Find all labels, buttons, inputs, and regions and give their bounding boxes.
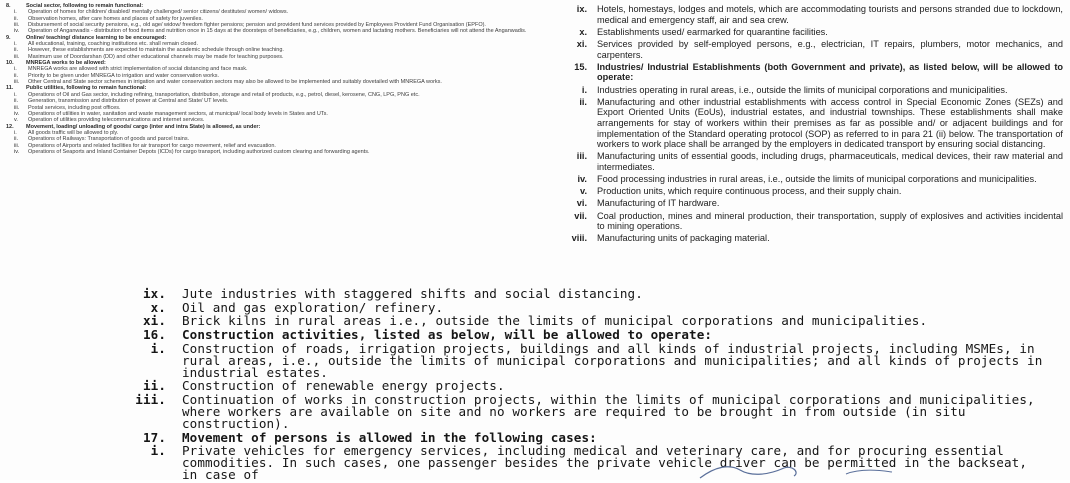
item-text: Operations of utilities in water, sanitation and waste management sectors, at municipal/ local body levels in States and UTs.	[28, 110, 328, 117]
list-item	[6, 149, 554, 155]
item-number: iii.	[14, 53, 20, 60]
list-item	[104, 394, 1044, 430]
item-number: iii.	[14, 104, 20, 111]
item-number: iv.	[577, 174, 587, 185]
item-number: vii.	[574, 210, 587, 221]
item-text: Oil and gas exploration/ refinery.	[182, 299, 444, 315]
section-heading: Industries/ Industrial Establishments (both Government and private), as listed below, will be allowed to operate:	[597, 61, 1063, 83]
item-number: ix.	[576, 4, 587, 14]
item-number: ii.	[579, 96, 587, 107]
item-number: iv.	[14, 28, 20, 35]
section-heading: Online/ teaching/ distance learning to be encouraged:	[26, 34, 167, 41]
list-item	[563, 198, 1063, 209]
item-text: Manufacturing units of packaging material.	[597, 233, 770, 244]
item-number: i.	[14, 129, 17, 136]
item-number: iii.	[576, 151, 587, 162]
item-number: v.	[580, 186, 587, 197]
item-number: xi.	[576, 38, 587, 49]
list-item	[563, 27, 1063, 38]
item-number: 15.	[574, 61, 587, 72]
list-item	[563, 62, 1063, 83]
left-column	[6, 3, 554, 155]
item-number: xi.	[142, 313, 166, 329]
item-text: Manufacturing of IT hardware.	[597, 198, 720, 209]
item-number: iii.	[135, 392, 166, 408]
list-item	[563, 174, 1063, 185]
item-text: Postal services, including post offices.	[28, 104, 121, 111]
item-number: i.	[581, 84, 587, 95]
item-text: Establishments used/ earmarked for quarantine facilities.	[597, 26, 828, 37]
section-heading: Movement of persons is allowed in the following cases:	[182, 429, 597, 445]
item-text: Manufacturing units of essential goods, including drugs, pharmaceuticals, medical devices, their raw material and intermediates.	[597, 151, 1063, 172]
item-text: Other Central and State sector schemes in irrigation and water conservation sectors may also be allowed to be implemented and suitably dovetailed with MNREGA works.	[28, 79, 442, 86]
item-text: Production units, which require continuous process, and their supply chain.	[597, 186, 902, 197]
item-number: ix.	[142, 286, 166, 301]
item-number: iv.	[14, 148, 20, 155]
item-text: Operation of utilities providing telecommunications and internet services.	[28, 117, 205, 124]
bottom-section	[104, 288, 1044, 483]
item-text: Private vehicles for emergency services, including medical and veterinary care, and for procuring essential commodities. In such cases, one passenger besides the private vehicle driver can be permitted in the backseat, in case of	[182, 443, 1028, 483]
item-number: i.	[14, 41, 17, 48]
item-number: vi.	[576, 198, 587, 209]
item-text: Disbursement of social security pensions, e.g., old age/ widow/ freedom fighter pensions; pension and provident fund services provided by Employees Provident Fund Organisation (EPFO).	[28, 22, 486, 29]
list-item	[563, 151, 1063, 172]
list-item	[104, 299, 1044, 315]
item-text: Operations of Seaports and Inland Container Depots (ICDs) for cargo transport, including authorized custom clearing and forwarding agents.	[28, 148, 370, 155]
item-number: 8.	[6, 3, 11, 9]
section-heading: Public utilities, following to remain functional:	[26, 85, 147, 92]
item-text: Continuation of works in construction projects, within the limits of municipal corporations and municipalities, where workers are available on site and no workers are required to be brought in from outside (in situ construction).	[182, 392, 1035, 431]
item-text: Observation homes, after care homes and places of safety for juveniles.	[28, 15, 203, 22]
item-number: iii.	[14, 142, 20, 149]
list-item	[104, 315, 1044, 327]
item-text: Priority to be given under MNREGA to irrigation and water conservation works.	[28, 72, 220, 79]
item-text: Industries operating in rural areas, i.e., outside the limits of municipal corporations and municipalities.	[597, 84, 1008, 95]
section-heading: Social sector, following to remain functional:	[26, 3, 144, 9]
section-heading: Construction activities, listed as below, will be allowed to operate:	[182, 327, 713, 343]
item-number: iii.	[14, 22, 20, 29]
item-number: x.	[579, 26, 587, 37]
item-text: Jute industries with staggered shifts and social distancing.	[182, 286, 643, 301]
list-item	[563, 85, 1063, 96]
item-number: 11.	[6, 85, 14, 92]
list-item	[104, 380, 1044, 392]
item-text: Generation, transmission and distribution of power at Central and State/ UT levels.	[28, 98, 229, 105]
list-item	[563, 97, 1063, 150]
item-number: i.	[14, 9, 17, 16]
item-text: Brick kilns in rural areas i.e., outside the limits of municipal corporations and municipalities.	[182, 313, 928, 329]
item-number: viii.	[571, 233, 587, 244]
item-text: Maximum use of Doordarshan (DD) and other educational channels may be made for teaching purposes.	[28, 53, 284, 60]
item-text: Construction of roads, irrigation projects, buildings and all kinds of industrial projects, including MSMEs, in rural areas, i.e., outside the limits of municipal corporations and municipalities; and all kinds of projects in industrial estates.	[182, 340, 1043, 380]
item-number: x.	[150, 299, 166, 315]
item-text: MNREGA works are allowed with strict implementation of social distancing and face mask.	[28, 66, 248, 73]
item-number: ii.	[14, 98, 18, 105]
signature-scribble	[696, 460, 916, 480]
item-text: Food processing industries in rural areas, i.e., outside the limits of municipal corporations and municipalities.	[597, 174, 1037, 185]
item-text: Operations of Oil and Gas sector, including refining, transportation, distribution, storage and retail of products, e.g., petrol, diesel, kerosene, CNG, LPG, PNG etc.	[28, 91, 420, 98]
item-text: All goods traffic will be allowed to ply.	[28, 129, 119, 136]
list-item	[563, 39, 1063, 60]
section-heading: MNREGA works to be allowed:	[26, 60, 106, 67]
list-item	[104, 329, 1044, 341]
section-heading: Movement, loading/ unloading of goods/ cargo (inter and intra State) is allowed, as under:	[26, 123, 261, 130]
item-number: ii.	[142, 378, 166, 394]
item-number: ii.	[14, 72, 18, 79]
item-number: 12.	[6, 123, 14, 130]
item-text: Operations of Railways: Transportation of goods and parcel trains.	[28, 136, 190, 143]
item-number: ii.	[14, 15, 18, 22]
list-item	[104, 340, 1044, 380]
item-number: ii.	[14, 47, 18, 54]
list-item	[104, 429, 1044, 445]
list-item	[563, 4, 1063, 25]
item-number: i.	[14, 66, 17, 73]
item-number: 9.	[6, 34, 11, 41]
item-number: 17.	[142, 429, 166, 445]
item-text: Operations of Airports and related facilities for air transport for cargo movement, relief and evacuation.	[28, 142, 276, 149]
item-text: Operation of homes for children/ disabled/ mentally challenged/ senior citizens/ destitutes/ women/ widows.	[28, 9, 289, 16]
item-number: 16.	[142, 327, 166, 343]
item-number: iv.	[14, 110, 20, 117]
item-number: i.	[150, 340, 166, 356]
list-item	[563, 233, 1063, 244]
item-text: Operation of Anganwadis - distribution of food items and nutrition once in 15 days at the doorsteps of beneficiaries, e.g., children, women and lactating mothers. Beneficiaries will not attend the Anganwadis.	[28, 28, 527, 35]
item-text: Manufacturing and other industrial establishments with access control in Special Economic Zones (SEZs) and Export Oriented Units (EoUs), industrial estates, and industrial townships. These establishments shall make arrangements for stay of workers within their premises as far as possible and/ or adjacent buildings and for implementation of the Standard operating protocol (SOP) as referred to in para 21 (ii) below. The transportation of workers to work place shall be arranged by the employers in dedicated transport by ensuring social distancing.	[597, 96, 1063, 150]
list-item	[563, 211, 1063, 232]
item-number: i.	[14, 91, 17, 98]
item-number: i.	[150, 443, 166, 459]
item-text: However, these establishments are expected to maintain the academic schedule through online teaching.	[28, 47, 284, 54]
item-number: v.	[14, 117, 18, 124]
item-text: Services provided by self-employed persons, e.g., electrician, IT repairs, plumbers, motor mechanics, and carpenters.	[597, 38, 1063, 60]
right-column	[563, 4, 1063, 246]
item-number: ii.	[14, 136, 18, 143]
list-item	[104, 288, 1044, 300]
item-text: All educational, training, coaching institutions etc. shall remain closed.	[28, 41, 198, 48]
item-number: iii.	[14, 79, 20, 86]
item-text: Coal production, mines and mineral production, their transportation, supply of explosives and activities incidental to mining operations.	[597, 210, 1063, 232]
item-text: Construction of renewable energy projects.	[182, 378, 505, 394]
item-text: Hotels, homestays, lodges and motels, which are accommodating tourists and persons stranded due to lockdown, medical and emergency staff, air and sea crew.	[597, 4, 1063, 25]
item-number: 10.	[6, 60, 14, 67]
list-item	[563, 186, 1063, 197]
